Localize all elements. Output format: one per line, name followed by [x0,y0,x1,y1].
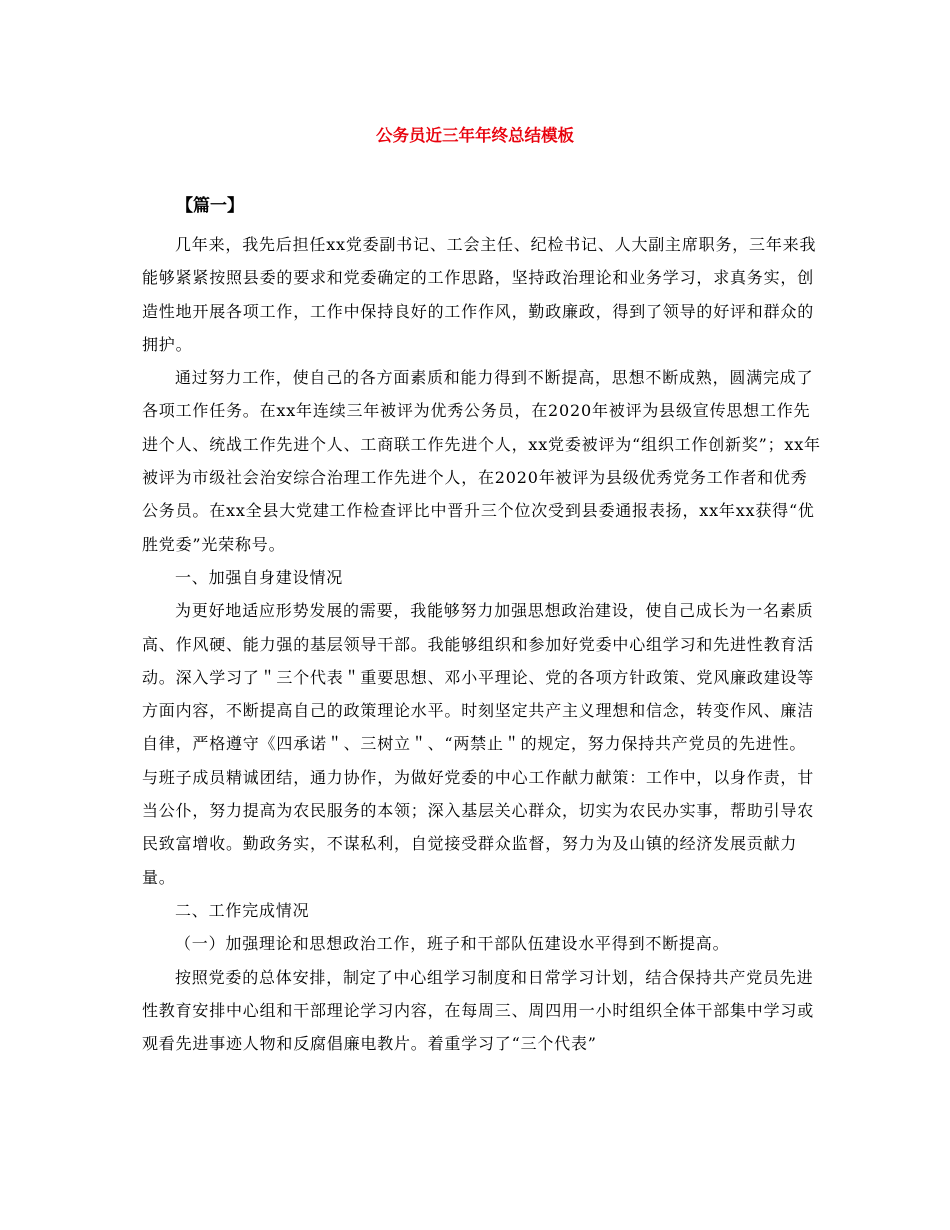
paragraph-theory-study: 按照党委的总体安排，制定了中心组学习制度和日常学习计划，结合保持共产党员先进性教育安排中心组和干部理论学习内容，在每周三、周四用一小时组织全体干部集中学习或观看先进事迹人物和反腐倡廉电教片。着重学习了“三个代表” [142,967,815,1054]
paragraph-intro: 几年来，我先后担任xx党委副书记、工会主任、纪检书记、人大副主席职务，三年来我能够紧紧按照县委的要求和党委确定的工作思路，坚持政治理论和业务学习，求真务实，创造性地开展各项工作，工作中保持良好的工作作风，勤政廉政，得到了领导的好评和群众的拥护。 [142,235,817,354]
section-heading-self-building: 一、加强自身建设情况 [175,567,344,587]
paragraph-achievements: 通过努力工作，使自己的各方面素质和能力得到不断提高，思想不断成熟，圆满完成了各项工作任务。在xx年连续三年被评为优秀公务员，在2020年被评为县级宣传思想工作先进个人、统战工作先进个人、工商联工作先进个人，xx党委被评为“组织工作创新奖”；xx年被评为市级社会治安综合治理工作先进个人，在2020年被评为县级优秀党务工作者和优秀公务员。在xx全县大党建工作检查评比中晋升三个位次受到县委通报表扬，xx年xx获得“优胜党委”光荣称号。 [142,368,821,554]
section-heading-work-completion: 二、工作完成情况 [175,900,310,920]
document-body [142,228,822,1060]
subsection-heading-theory: （一）加强理论和思想政治工作，班子和干部队伍建设水平得到不断提高。 [175,934,730,954]
section-marker: 【篇一】 [176,196,244,216]
paragraph-self-building: 为更好地适应形势发展的需要，我能够努力加强思想政治建设，使自己成长为一名素质高、作风硬、能力强的基层领导干部。我能够组织和参加好党委中心组学习和先进性教育活动。深入学习了＂三个代表＂重要思想、邓小平理论、党的各项方针政策、党风廉政建设等方面内容，不断提高自己的政策理论水平。时刻坚定共产主义理想和信念，转变作风、廉洁自律，严格遵守《四承诺＂、三树立＂、“两禁止＂的规定，努力保持共产党员的先进性。与班子成员精诚团结，通力协作，为做好党委的中心工作献力献策：工作中，以身作责，甘当公仆，努力提高为农民服务的本领；深入基层关心群众，切实为农民办实事，帮助引导农民致富增收。勤政务实，不谋私利，自觉接受群众监督，努力为及山镇的经济发展贡献力量。 [142,601,815,887]
document-title: 公务员近三年年终总结模板 [376,126,574,145]
